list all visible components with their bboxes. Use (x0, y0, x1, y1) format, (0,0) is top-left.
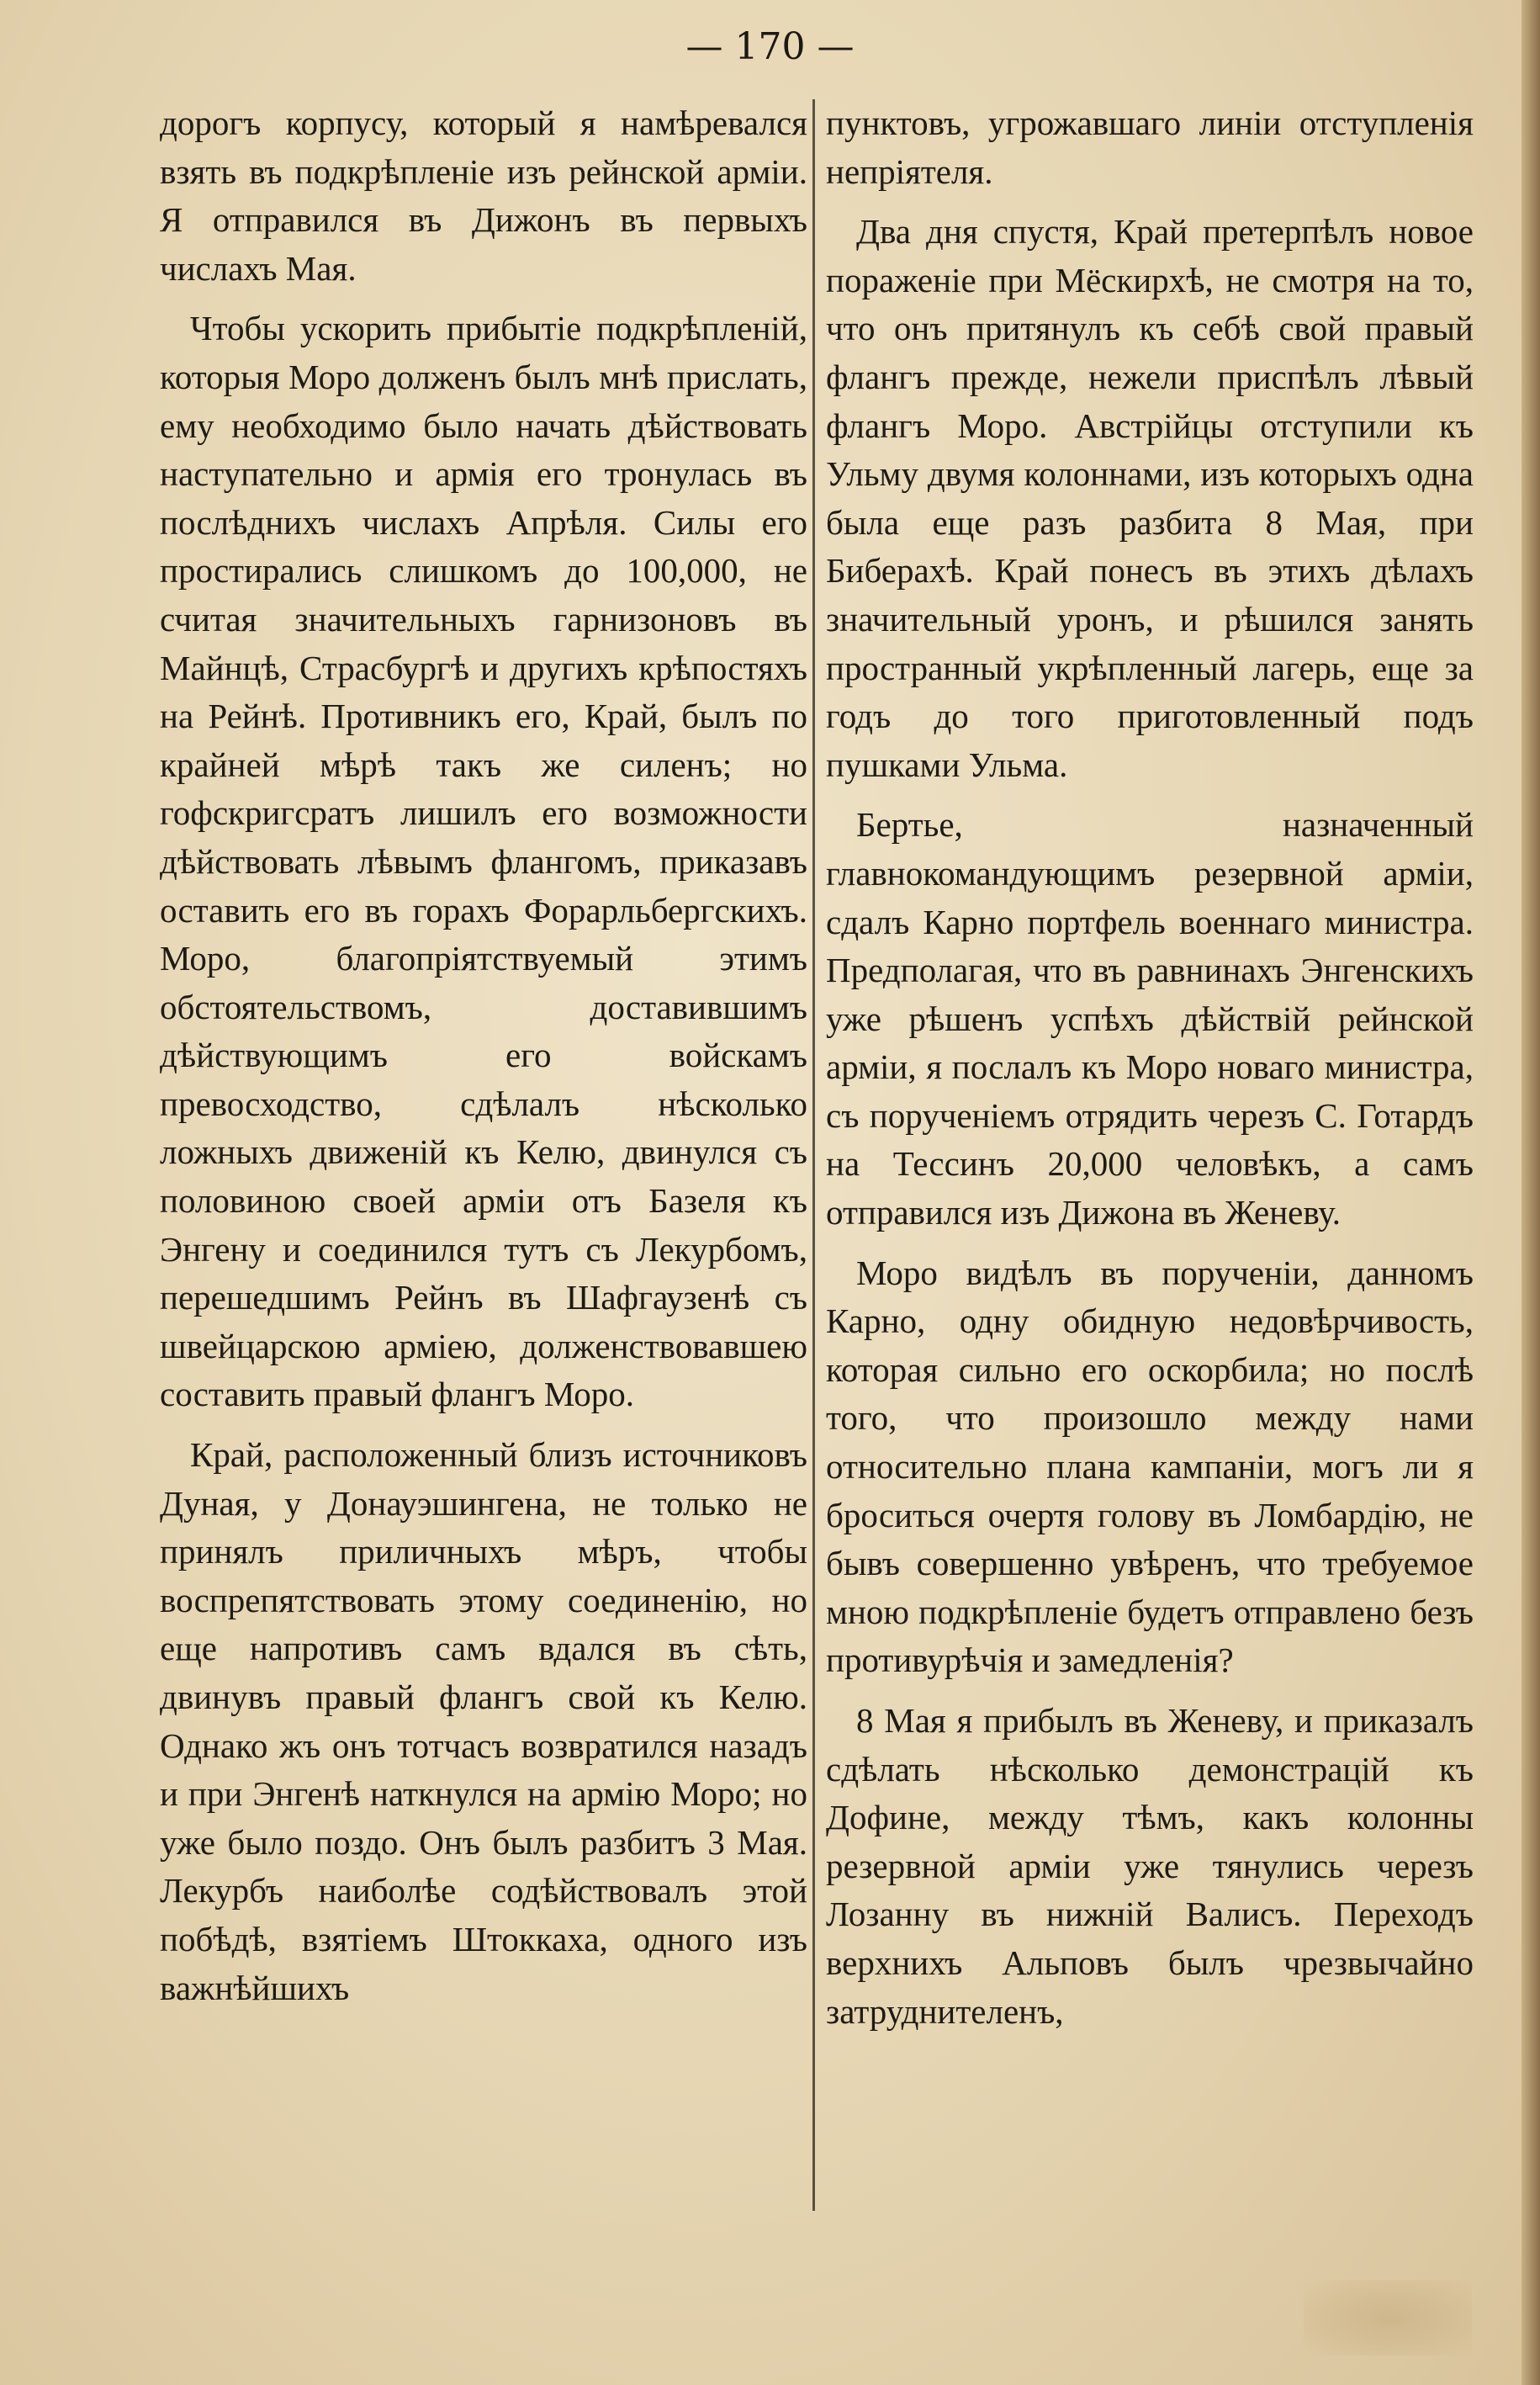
paper-stain (1304, 2280, 1472, 2356)
page-number: — 170 — (685, 25, 855, 68)
left-paragraph-3: Край, расположенный близъ источниковъ Дуная, у Донауэшингена, не только не принялъ приличныхъ мѣръ, чтобы воспрепятствовать этому соединенію, но еще напротивъ самъ вдался въ сѣть, двинувъ правый флангъ свой къ Келю. Однако жъ онъ тотчасъ возвратился назадъ и при Энгенѣ наткнулся на армію Моро; но уже было поздо. Онъ былъ разбитъ 3 Мая. Лекурбъ наиболѣе содѣйствовалъ этой побѣдѣ, взятіемъ Штоккаха, одного изъ важнѣйшихъ (160, 1435, 807, 2007)
left-column (160, 99, 807, 2024)
right-paragraph-2: Два дня спустя, Край претерпѣлъ новое пораженіе при Мёскирхѣ, не смотря на то, что онъ притянулъ къ себѣ свой правый флангъ прежде, нежели приспѣлъ лѣвый флангъ Моро. Австрійцы отступили къ Ульму двумя колоннами, изъ которыхъ одна была еще разъ разбита 8 Мая, при Биберахѣ. Край понесъ въ этихъ дѣлахъ значительный уронъ, и рѣшился занять пространный укрѣпленный лагерь, еще за годъ до того приготовленный подъ пушками Ульма. (826, 212, 1474, 784)
right-paragraph-4: Моро видѣлъ въ порученіи, данномъ Карно, одну обидную недовѣрчивость, которая сильно его оскорбила; но послѣ того, что произошло между нами относительно плана кампаніи, могъ ли я броситься очертя голову въ Ломбардію, не бывъ совершенно увѣренъ, что требуемое мною подкрѣпленіе будетъ отправлено безъ противурѣчія и замедленія? (826, 1253, 1474, 1680)
page-edge (1521, 0, 1540, 2385)
right-column (826, 99, 1474, 2048)
right-paragraph-3: Бертье, назначенный главнокомандующимъ резервной арміи, сдалъ Карно портфель военнаго министра. Предполагая, что въ равнинахъ Энгенскихъ уже рѣшенъ успѣхъ дѣйствій рейнской арміи, я послалъ къ Моро новаго министра, съ порученіемъ отрядить черезъ С. Готардъ на Тессинъ 20,000 человѣкъ, а самъ отправился изъ Дижона въ Женеву. (826, 805, 1474, 1232)
column-divider (812, 99, 815, 2211)
right-paragraph-1: пунктовъ, угрожавшаго линіи отступленія непріятеля. (826, 103, 1474, 191)
right-paragraph-5: 8 Мая я прибылъ въ Женеву, и приказалъ сдѣлать нѣсколько демонстрацій къ Дофине, между тѣмъ, какъ колонны резервной арміи уже тянулись черезъ Лозанну въ нижній Валисъ. Переходъ верхнихъ Альповъ былъ чрезвычайно затруднителенъ, (826, 1701, 1474, 2031)
left-paragraph-1: дорогъ корпусу, который я намѣревался взять въ подкрѣпленіе изъ рейнской арміи. Я отправился въ Дижонъ въ первыхъ числахъ Мая. (160, 103, 807, 288)
left-paragraph-2: Чтобы ускорить прибытіе подкрѣпленій, которыя Моро долженъ былъ мнѣ прислать, ему необходимо было начать дѣйствовать наступательно и армія его тронулась въ послѣднихъ числахъ Апрѣля. Силы его простирались слишкомъ до 100,000, не считая значительныхъ гарнизоновъ въ Майнцѣ, Страсбургѣ и другихъ крѣпостяхъ на Рейнѣ. Противникъ его, Край, былъ по крайней мѣрѣ такъ же силенъ; но гофскригсратъ лишилъ его возможности дѣйствовать лѣвымъ флангомъ, приказавъ оставить его въ горахъ Форарльбергскихъ. Моро, благопріятствуемый этимъ обстоятельствомъ, доставившимъ дѣйствующимъ его войскамъ превосходство, сдѣлалъ нѣсколько ложныхъ движеній къ Келю, двинулся съ половиною своей арміи отъ Базеля къ Энгену и соединился тутъ съ Лекурбомъ, перешедшимъ Рейнъ въ Шафгаузенѣ съ швейцарскою арміею, долженствовавшею составить правый флангъ Моро. (160, 309, 807, 1414)
